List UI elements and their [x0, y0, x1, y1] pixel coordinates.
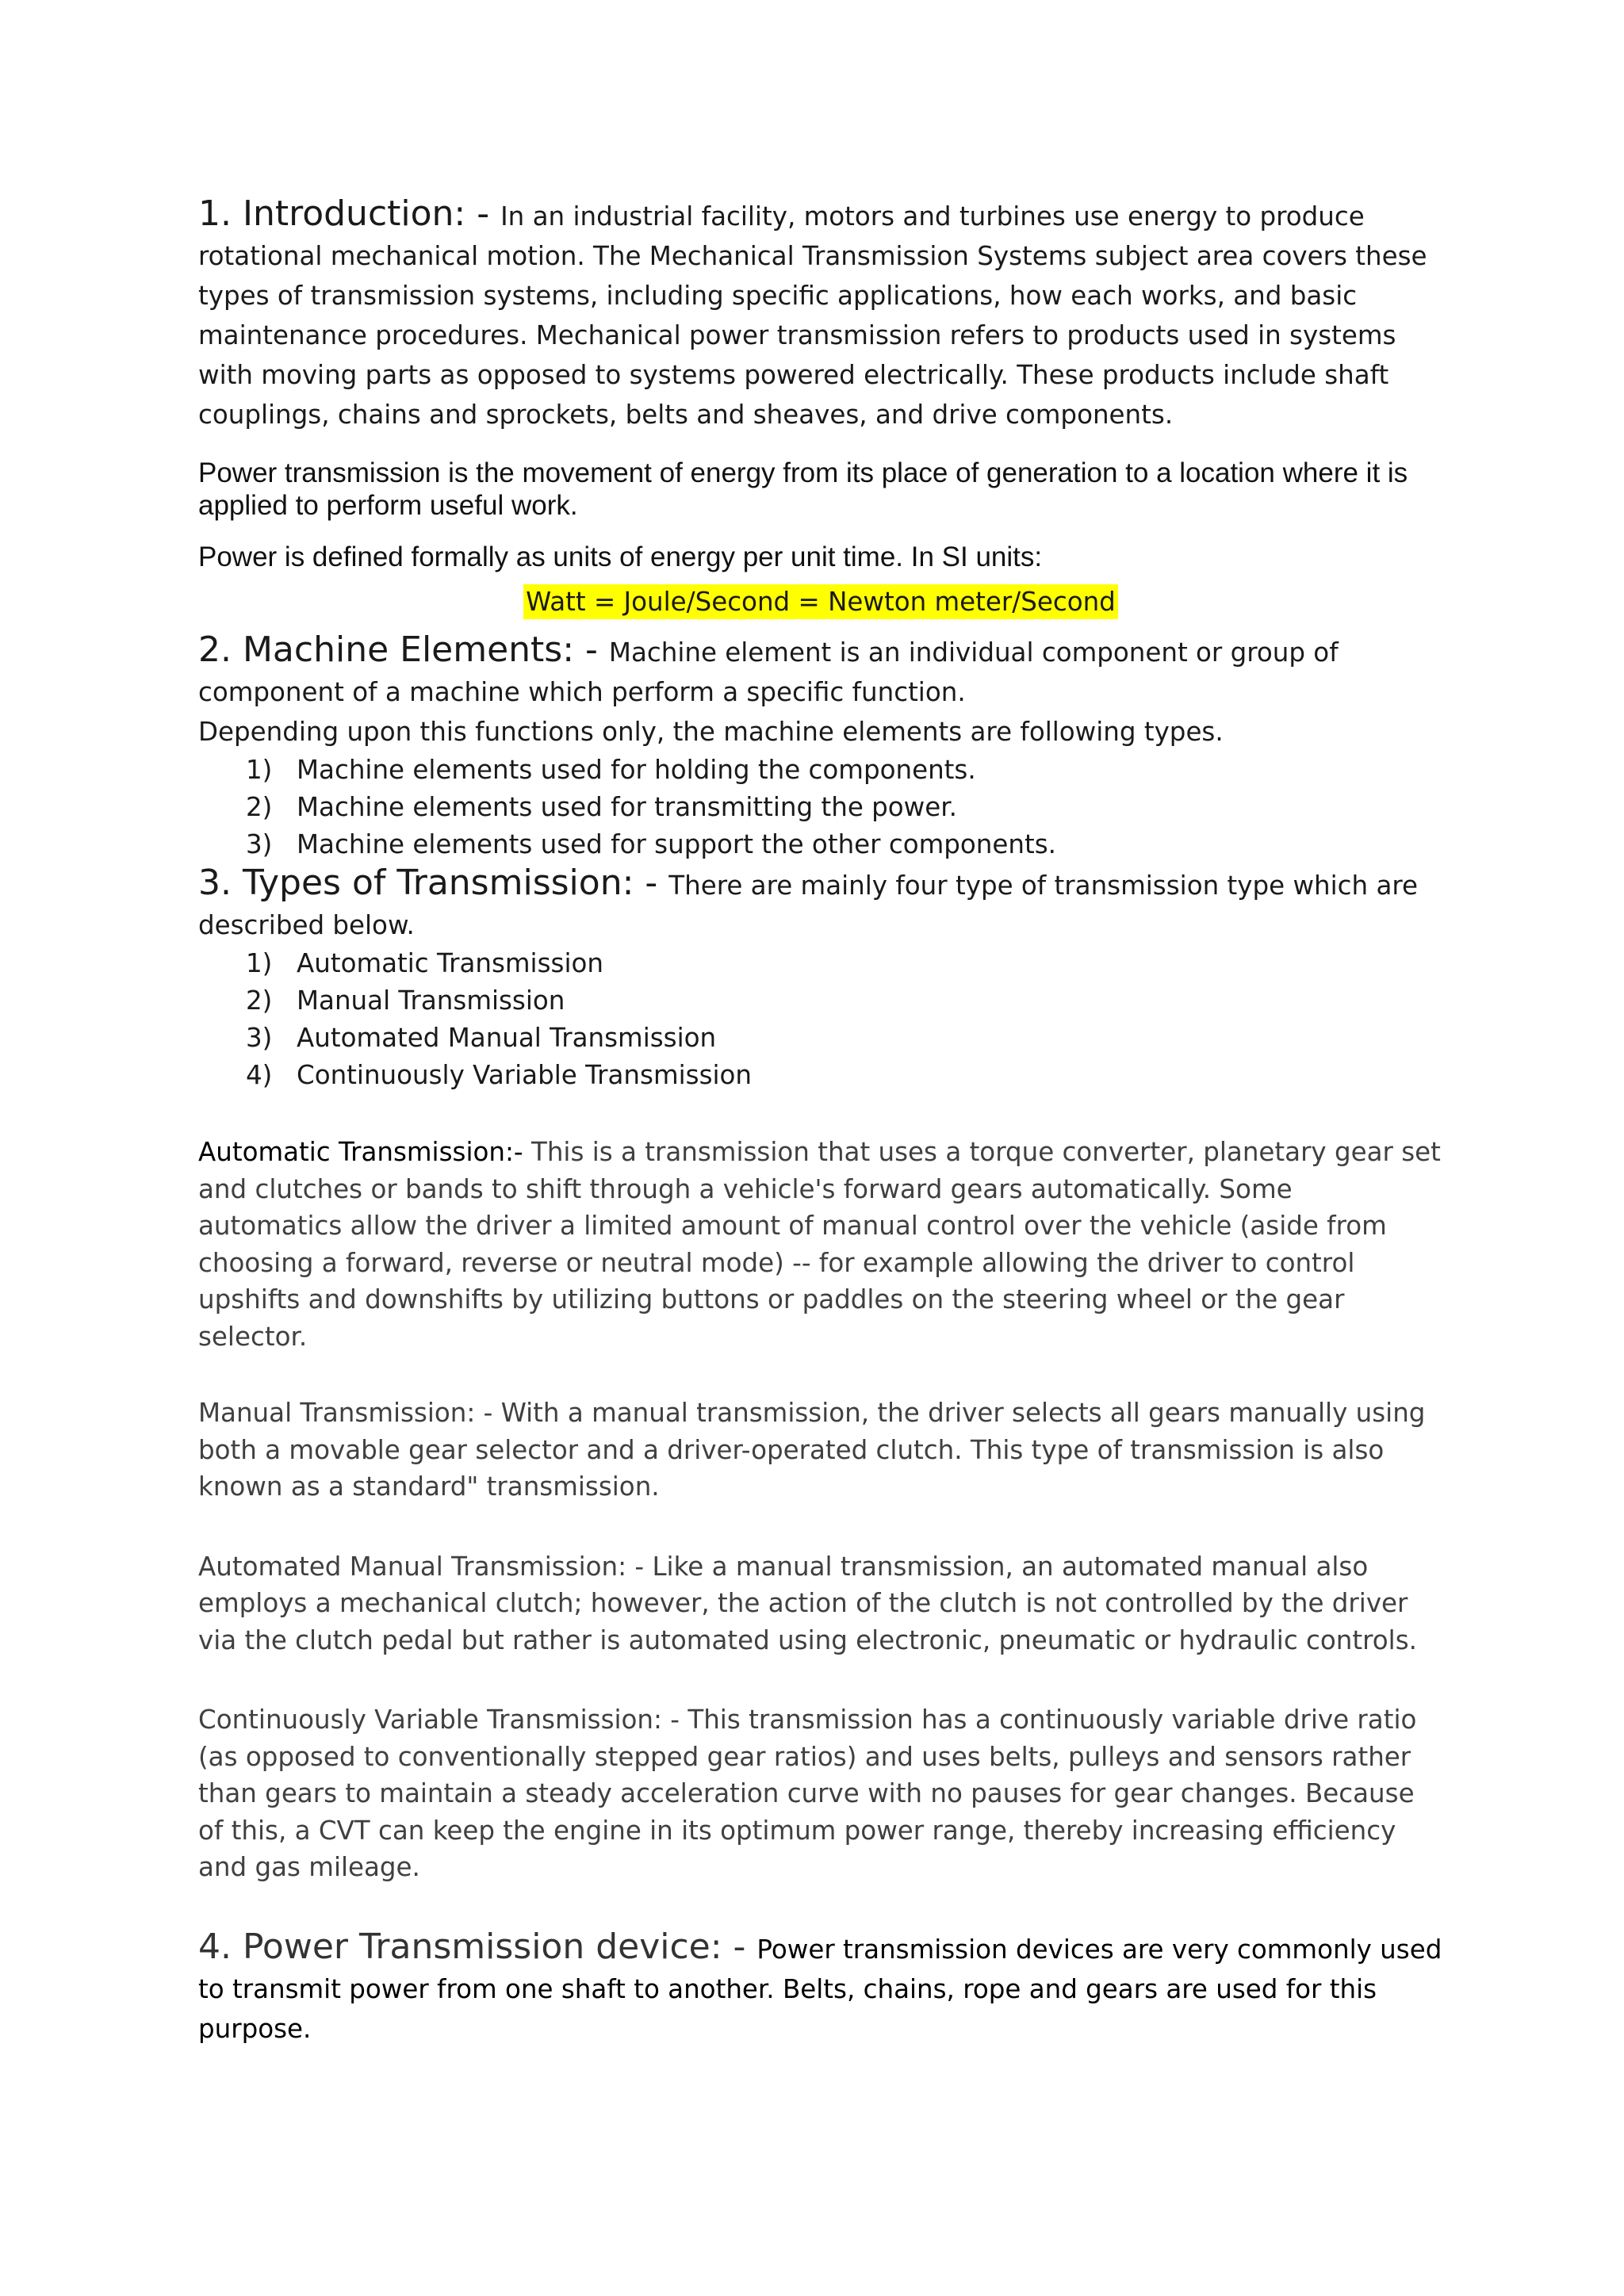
- transmission-types-paragraph: [198, 863, 1443, 945]
- list-item: 2) Manual Transmission: [246, 985, 565, 1016]
- automatic-transmission-paragraph: [198, 1134, 1443, 1355]
- power-transmission-definition: Power transmission is the movement of energy from its place of generation to a location where it is applied to perform useful work.: [198, 457, 1408, 521]
- intro-body: In an industrial facility, motors and turbines use energy to produce rotational mechanical motion. The Mechanical Transmission Systems subject area covers these types of transmission systems, including specific applications, how each works, and basic maintenance procedures. Mechanical power transmission refers to products used in systems with moving parts as opposed to systems powered electrically. These products include shaft couplings, chains and sprockets, belts and sheaves, and drive components.: [198, 201, 1427, 430]
- list-item: 1) Machine elements used for holding the components.: [246, 755, 976, 785]
- document-content: [198, 194, 1443, 2049]
- automated-manual-paragraph: Automated Manual Transmission: - Like a manual transmission, an automated manual also employs a mechanical clutch; however, the action of the clutch is not controlled by the driver via the clutch pedal but rather is automated using electronic, pneumatic or hydraulic controls.: [198, 1551, 1417, 1655]
- automatic-transmission-label: Automatic Transmission:-: [198, 1137, 523, 1167]
- machine-elements-heading: 2. Machine Elements: -: [198, 629, 609, 670]
- power-device-heading: 4. Power Transmission device: -: [198, 1926, 757, 1967]
- machine-elements-body: Machine element is an individual component or group of component of a machine which perform a specific function.: [198, 637, 1339, 707]
- transmission-types-heading: 3. Types of Transmission: -: [198, 863, 669, 903]
- transmission-types-list: [198, 945, 1443, 1094]
- list-item: 4) Continuously Variable Transmission: [246, 1060, 753, 1090]
- intro-paragraph: [198, 194, 1443, 434]
- power-formula: Watt = Joule/Second = Newton meter/Second: [523, 584, 1118, 619]
- list-item: 2) Machine elements used for transmitting the power.: [246, 792, 957, 822]
- intro-heading: 1. Introduction: -: [198, 193, 501, 234]
- power-definition: Power is defined formally as units of energy per unit time. In SI units:: [198, 541, 1043, 572]
- cvt-paragraph: Continuously Variable Transmission: - This transmission has a continuously variable drive ratio (as opposed to conventionally stepped gear ratios) and uses belts, pulleys and sensors rather than gears to maintain a steady acceleration curve with no pauses for gear changes. Because of this, a CVT can keep the engine in its optimum power range, thereby increasing efficiency and gas mileage.: [198, 1705, 1417, 1882]
- power-device-body: Power transmission devices are very commonly used to transmit power from one shaft to another. Belts, chains, rope and gears are used for this purpose.: [198, 1934, 1442, 2044]
- transmission-types-body: There are mainly four type of transmission type which are described below.: [198, 871, 1419, 940]
- manual-transmission-paragraph: Manual Transmission: - With a manual transmission, the driver selects all gears manually using both a movable gear selector and a driver-operated clutch. This type of transmission is also known as a standard" transmission.: [198, 1398, 1426, 1502]
- list-item: 3) Machine elements used for support the other components.: [246, 829, 1056, 859]
- list-item: 3) Automated Manual Transmission: [246, 1023, 717, 1053]
- power-device-paragraph: [198, 1927, 1443, 2049]
- machine-elements-paragraph: [198, 630, 1443, 712]
- machine-elements-types-intro: Depending upon this functions only, the machine elements are following types.: [198, 717, 1224, 747]
- machine-elements-list: [198, 752, 1443, 863]
- list-item: 1) Automatic Transmission: [246, 948, 603, 978]
- formula-line: [198, 584, 1443, 624]
- automatic-transmission-body: This is a transmission that uses a torque converter, planetary gear set and clutches or bands to shift through a vehicle's forward gears automatically. Some automatics allow the driver a limited amount of manual control over the vehicle (aside from choosing a forward, reverse or neutral mode) -- for example allowing the driver to control upshifts and downshifts by utilizing buttons or paddles on the steering wheel or the gear selector.: [198, 1137, 1441, 1352]
